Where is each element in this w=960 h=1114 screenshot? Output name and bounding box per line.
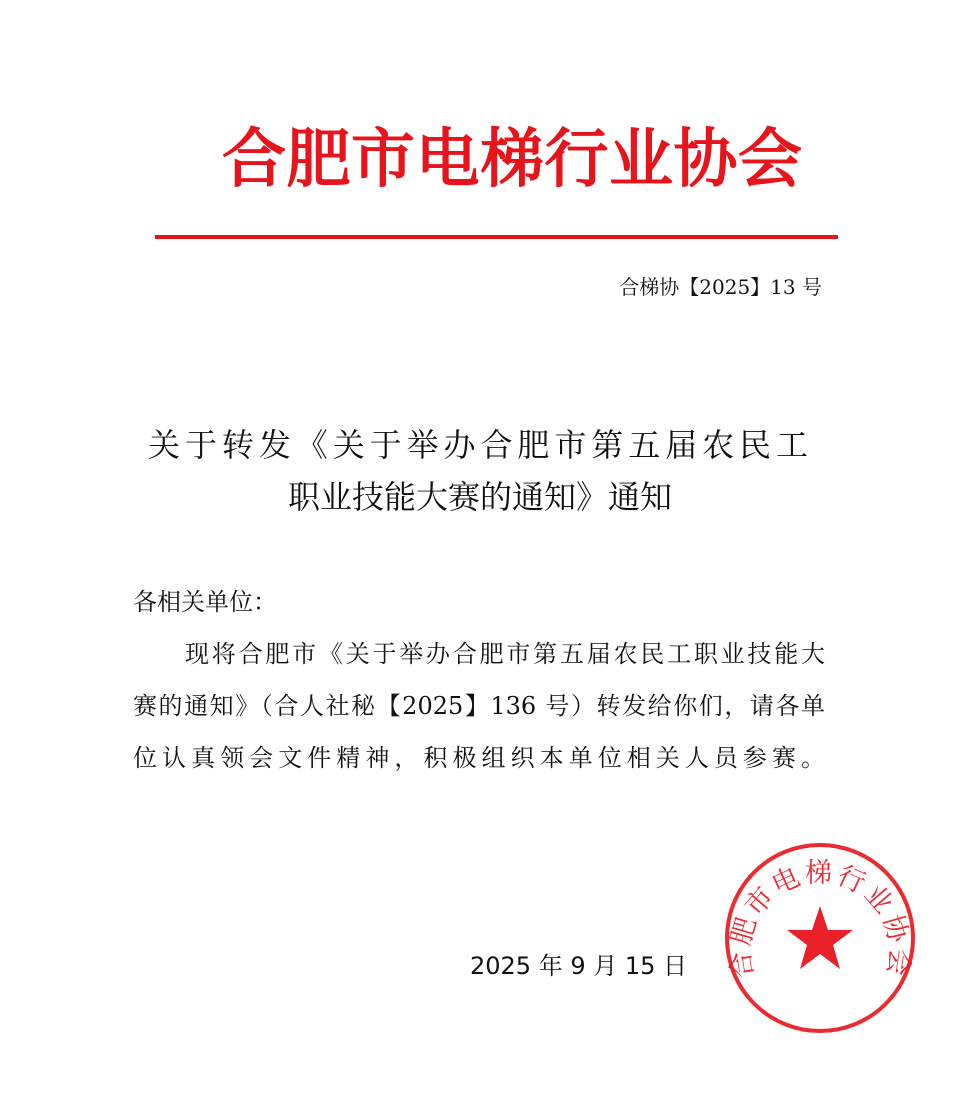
document-title-line-1: 关于转发《关于举办合肥市第五届农民工 bbox=[148, 426, 808, 464]
document-number: 合梯协【2025】13 号 bbox=[619, 275, 822, 299]
body-line-1: 现将合肥市《关于举办合肥市第五届农民工职业技能大 bbox=[185, 640, 825, 668]
body-line-3: 位认真领会文件精神，积极组织本单位相关人员参赛。 bbox=[133, 744, 825, 772]
official-seal bbox=[720, 838, 920, 1038]
star-icon bbox=[787, 906, 853, 969]
seal-text: 合肥市电梯行业协会 bbox=[724, 857, 916, 981]
salutation: 各相关单位： bbox=[133, 588, 277, 616]
organization-letterhead: 合肥市电梯行业协会 bbox=[222, 123, 802, 197]
red-divider bbox=[155, 235, 838, 239]
issue-date: 2025 年 9 月 15 日 bbox=[470, 952, 688, 980]
body-line-2: 赛的通知》（合人社秘【2025】136 号）转发给你们，请各单 bbox=[133, 692, 825, 720]
document-title-line-2: 职业技能大赛的通知》通知 bbox=[287, 478, 672, 516]
